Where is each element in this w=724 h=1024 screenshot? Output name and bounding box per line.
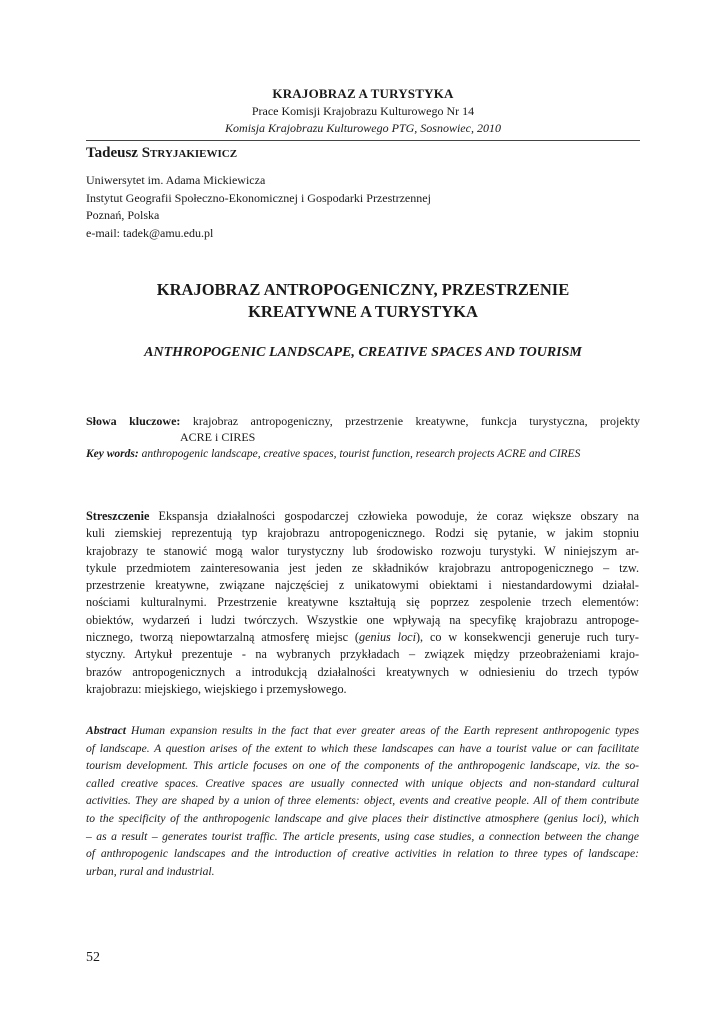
keywords-english bbox=[86, 446, 640, 462]
page-number: 52 bbox=[86, 950, 100, 965]
abstract-pl-line: obiektów, wydarzeń i ludzi twórczych. Wszystkie one wpływają na specyfikę krajobrazu antropoge- bbox=[86, 612, 639, 627]
affiliation-institute: Instytut Geografii Społeczno-Ekonomicznej i Gospodarki Przestrzennej bbox=[86, 190, 431, 205]
abstract-en-line: tourism development. This article focuses on one of the components of the anthropogenic landscape, viz. the so- bbox=[86, 759, 639, 773]
abstract-en-line: called creative spaces. Creative spaces are usually connected with unique objects and non-standard cultural bbox=[86, 776, 639, 790]
author-name bbox=[86, 145, 237, 162]
abstract-pl-genius-loci: genius loci bbox=[358, 630, 416, 645]
abstract-pl-line: kuli ziemskiej reprezentują typ krajobrazu antropogenicznego. Rodzi się pytanie, w jakim stopniu bbox=[86, 526, 639, 541]
abstract-en-label: Abstract bbox=[86, 724, 126, 737]
abstract-en-line: urban, rural and industrial. bbox=[86, 864, 215, 878]
header-divider bbox=[86, 140, 640, 141]
abstract-en-line: – as a result – generates tourist traffic. The article presents, using case studies, a connection between the change bbox=[86, 829, 639, 843]
keywords-pl-label: Słowa kluczowe: bbox=[86, 414, 181, 428]
keywords-en-label: Key words: bbox=[86, 448, 139, 460]
author-affiliation bbox=[86, 172, 431, 242]
abstract-pl-line: brazów antropogenicznych a introdukcją działalności kreatywnych w odniesieniu do trzech typów bbox=[86, 664, 639, 679]
abstract-pl-line: Ekspansja działalności gospodarczej człowieka powoduje, że coraz większe obszary na bbox=[149, 509, 639, 523]
abstract-pl-line: tykule przedmiotem zainteresowania jest jeden ze składników krajobrazu antropogenicznego – tzw. bbox=[86, 560, 639, 575]
abstract-pl-label: Streszczenie bbox=[86, 509, 150, 523]
abstract-english bbox=[86, 722, 639, 880]
abstract-en-line: to the specificity of the anthropogenic landscape and give places their distinctive atmosphere (genius loci), which bbox=[86, 811, 639, 825]
journal-series: Prace Komisji Krajobrazu Kulturowego Nr 14 bbox=[251, 104, 475, 118]
abstract-pl-line: nicznego, tworzą niepowtarzalną atmosferę miejsc ( bbox=[86, 630, 359, 645]
author-last-name: Stryjakiewicz bbox=[141, 145, 238, 161]
affiliation-city: Poznań, Polska bbox=[86, 208, 160, 222]
abstract-pl-line: krajobrazu: miejskiego, wiejskiego i przemysłowego. bbox=[86, 681, 347, 696]
abstract-en-line: of landscape. A question arises of the extent to which these landscapes can have a tourist value or can facilitate bbox=[86, 741, 639, 755]
abstract-pl-line: nościami kulturalnymi. Przestrzenie kreatywne kształtują się poprzez zespolenie trzech elementów: bbox=[86, 595, 639, 610]
journal-header bbox=[86, 86, 640, 136]
author-first-name: Tadeusz bbox=[86, 145, 138, 161]
keywords-pl-text: krajobraz antropogeniczny, przestrzenie kreatywne, funkcja turystyczna, projekty bbox=[180, 414, 640, 428]
abstract-en-line: Human expansion results in the fact that ever greater areas of the Earth represent anthropogenic types bbox=[125, 724, 639, 737]
abstract-pl-line: krajobrazy te stanowić mogą walor turystyczny lub środowisko rozwoju turystyki. W niniejszym ar- bbox=[86, 543, 639, 558]
article-title-line: KRAJOBRAZ ANTROPOGENICZNY, PRZESTRZENIE bbox=[156, 280, 570, 299]
affiliation-email: e-mail: tadek@amu.edu.pl bbox=[86, 225, 214, 240]
abstract-pl-line: przestrzenie kreatywne, związane najczęściej z unikatowymi obiektami i niestandardowymi działal- bbox=[86, 578, 639, 593]
article-subtitle: ANTHROPOGENIC LANDSCAPE, CREATIVE SPACES AND TOURISM bbox=[144, 345, 582, 360]
abstract-en-line: activities. They are shaped by a union of three elements: object, events and creative people. All of them contribute bbox=[86, 794, 639, 808]
keywords-polish bbox=[86, 413, 640, 445]
keywords-pl-text-cont: ACRE i CIRES bbox=[180, 430, 256, 444]
keywords-en-text: anthropogenic landscape, creative spaces, tourist function, research projects ACRE and CIRES bbox=[138, 448, 581, 460]
journal-title: KRAJOBRAZ A TURYSTYKA bbox=[272, 86, 454, 101]
abstract-en-line: of anthropogenic landscapes and the introduction of creative activities in relation to three types of landscape: bbox=[86, 847, 639, 861]
journal-publisher: Komisja Krajobrazu Kulturowego PTG, Sosnowiec, 2010 bbox=[225, 121, 501, 135]
article-title-line: KREATYWNE A TURYSTYKA bbox=[248, 302, 478, 321]
abstract-polish bbox=[86, 508, 639, 698]
abstract-pl-line: styczny. Artykuł prezentuje - na wybranych przykładach – związek między przeobrażeniami krajo- bbox=[86, 647, 639, 662]
affiliation-university: Uniwersytet im. Adama Mickiewicza bbox=[86, 173, 266, 187]
article-title bbox=[110, 279, 616, 323]
abstract-pl-line: ), co w konsekwencji generuje ruch tury- bbox=[415, 630, 639, 645]
